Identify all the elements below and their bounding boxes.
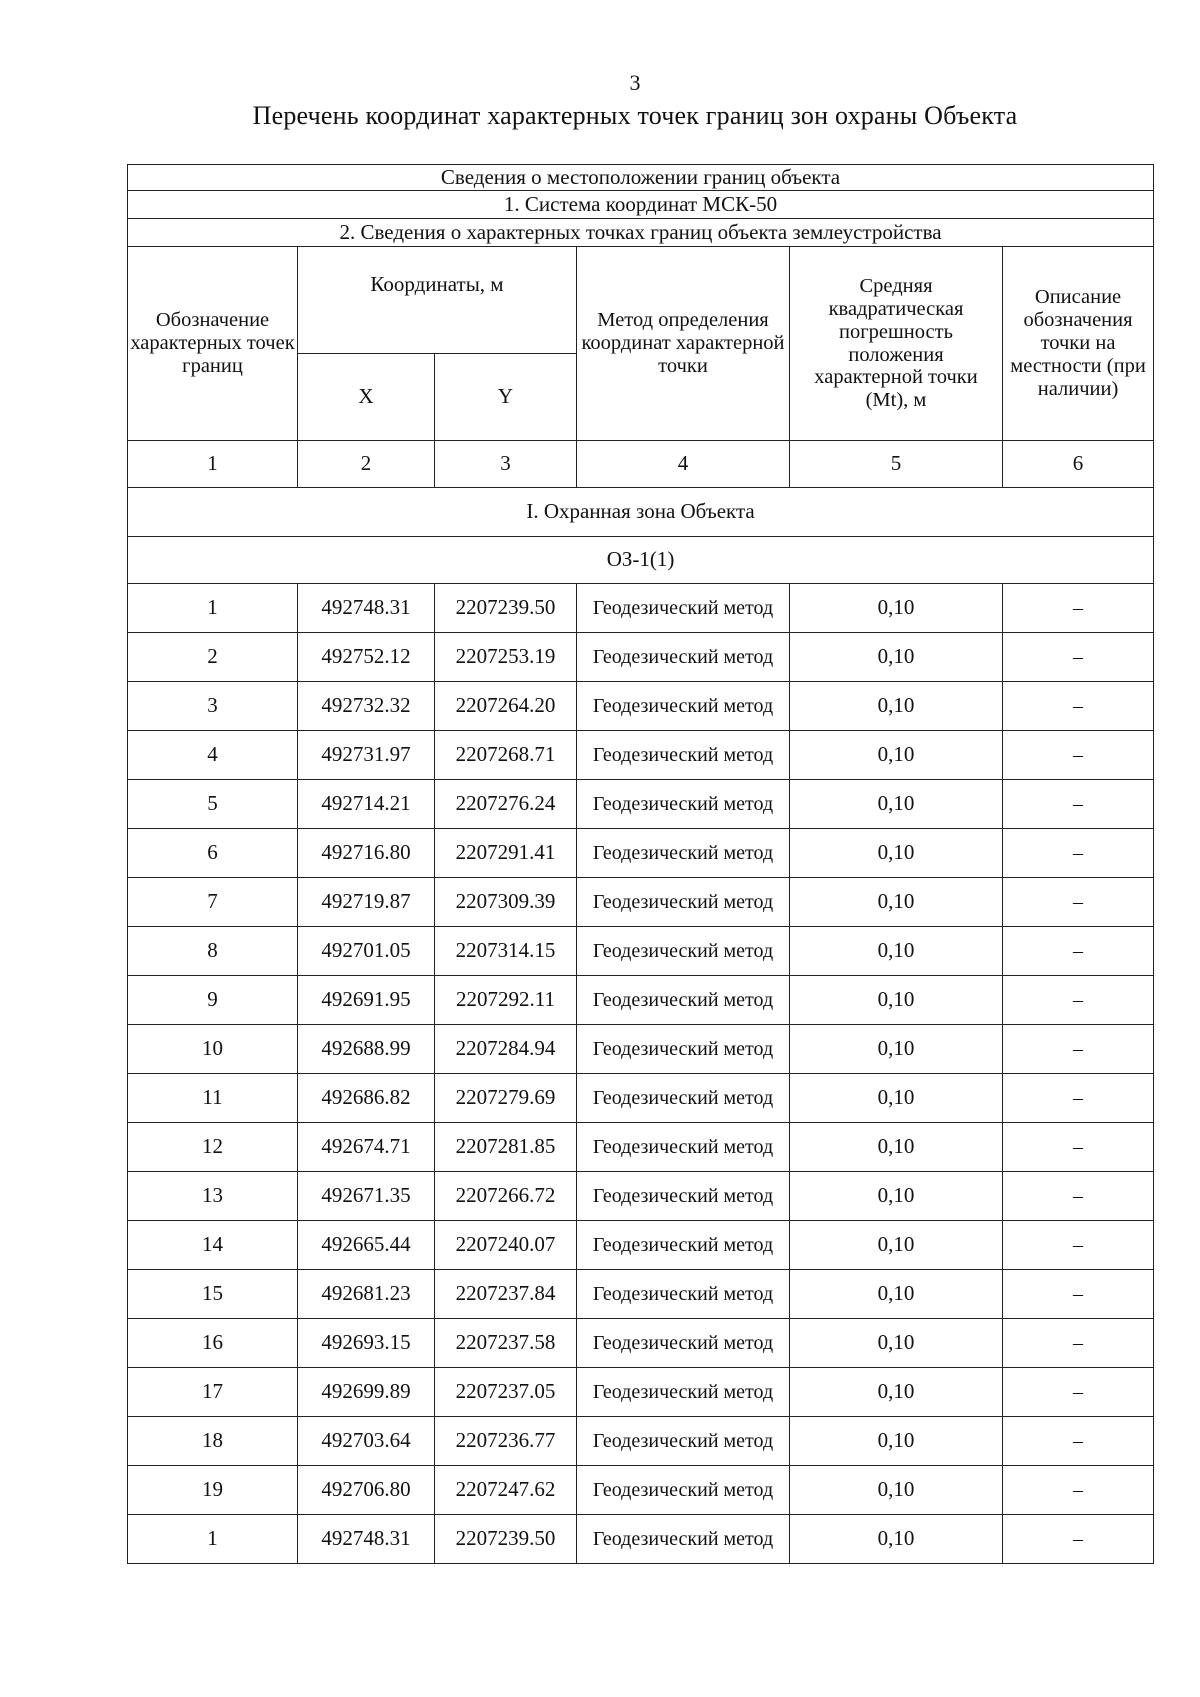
x-coordinate-cell: 492691.95 [298,976,435,1025]
y-coordinate-cell: 2207237.84 [435,1270,577,1319]
x-coordinate-cell: 492732.32 [298,682,435,731]
y-coordinate-cell: 2207279.69 [435,1074,577,1123]
mean-error-cell: 0,10 [790,1319,1003,1368]
description-cell: – [1003,1074,1154,1123]
method-cell: Геодезический метод [577,1025,790,1074]
column-number: 6 [1003,441,1154,488]
y-coordinate-cell: 2207266.72 [435,1172,577,1221]
x-coordinate-cell: 492748.31 [298,1515,435,1564]
x-coordinate-cell: 492748.31 [298,584,435,633]
header-point-designation: Обозначение характерных точек границ [128,247,298,441]
y-coordinate-cell: 2207240.07 [435,1221,577,1270]
description-cell: – [1003,633,1154,682]
description-cell: – [1003,976,1154,1025]
point-cell: 4 [128,731,298,780]
description-cell: – [1003,1466,1154,1515]
point-cell: 2 [128,633,298,682]
description-cell: – [1003,780,1154,829]
table-row [128,731,1154,780]
description-cell: – [1003,731,1154,780]
description-cell: – [1003,829,1154,878]
y-coordinate-cell: 2207314.15 [435,927,577,976]
header-mean-error: Средняя квадратическая погрешность положения характерной точки (Mt), м [790,247,1003,441]
mean-error-cell: 0,10 [790,584,1003,633]
table-row [128,682,1154,731]
table-row [128,1074,1154,1123]
header-x: X [298,354,435,441]
table-band-points-info [128,219,1154,247]
mean-error-cell: 0,10 [790,682,1003,731]
table-row [128,1123,1154,1172]
x-coordinate-cell: 492686.82 [298,1074,435,1123]
header-row-top [128,247,1154,354]
point-cell: 6 [128,829,298,878]
column-number: 3 [435,441,577,488]
point-cell: 3 [128,682,298,731]
description-cell: – [1003,1025,1154,1074]
mean-error-cell: 0,10 [790,1515,1003,1564]
column-number: 1 [128,441,298,488]
mean-error-cell: 0,10 [790,1466,1003,1515]
coordinates-table [127,164,1154,1564]
table-row [128,1172,1154,1221]
y-coordinate-cell: 2207291.41 [435,829,577,878]
description-cell: – [1003,1172,1154,1221]
point-cell: 1 [128,1515,298,1564]
y-coordinate-cell: 2207309.39 [435,878,577,927]
method-cell: Геодезический метод [577,1319,790,1368]
method-cell: Геодезический метод [577,1172,790,1221]
point-cell: 17 [128,1368,298,1417]
method-cell: Геодезический метод [577,1466,790,1515]
header-description: Описание обозначения точки на местности (при наличии) [1003,247,1154,441]
method-cell: Геодезический метод [577,927,790,976]
y-coordinate-cell: 2207276.24 [435,780,577,829]
method-cell: Геодезический метод [577,1270,790,1319]
table-row [128,1417,1154,1466]
method-cell: Геодезический метод [577,682,790,731]
x-coordinate-cell: 492731.97 [298,731,435,780]
method-cell: Геодезический метод [577,633,790,682]
mean-error-cell: 0,10 [790,1270,1003,1319]
page-number: 3 [629,70,641,95]
header-y: Y [435,354,577,441]
mean-error-cell: 0,10 [790,731,1003,780]
x-coordinate-cell: 492671.35 [298,1172,435,1221]
table-row [128,976,1154,1025]
method-cell: Геодезический метод [577,780,790,829]
method-cell: Геодезический метод [577,1368,790,1417]
description-cell: – [1003,1417,1154,1466]
column-number: 5 [790,441,1003,488]
method-cell: Геодезический метод [577,829,790,878]
table-row [128,1368,1154,1417]
mean-error-cell: 0,10 [790,927,1003,976]
method-cell: Геодезический метод [577,584,790,633]
table-row [128,1025,1154,1074]
point-cell: 12 [128,1123,298,1172]
band-points-info-text: 2. Сведения о характерных точках границ объекта землеустройства [128,219,1154,247]
subzone-title-row [128,537,1154,584]
header-method: Метод определения координат характерной точки [577,247,790,441]
table-row [128,633,1154,682]
mean-error-cell: 0,10 [790,633,1003,682]
point-cell: 19 [128,1466,298,1515]
y-coordinate-cell: 2207247.62 [435,1466,577,1515]
point-cell: 15 [128,1270,298,1319]
y-coordinate-cell: 2207239.50 [435,584,577,633]
mean-error-cell: 0,10 [790,1368,1003,1417]
method-cell: Геодезический метод [577,1074,790,1123]
point-cell: 13 [128,1172,298,1221]
table-row [128,1515,1154,1564]
y-coordinate-cell: 2207281.85 [435,1123,577,1172]
description-cell: – [1003,1270,1154,1319]
description-cell: – [1003,682,1154,731]
y-coordinate-cell: 2207264.20 [435,682,577,731]
method-cell: Геодезический метод [577,1515,790,1564]
table-row [128,878,1154,927]
y-coordinate-cell: 2207292.11 [435,976,577,1025]
x-coordinate-cell: 492719.87 [298,878,435,927]
method-cell: Геодезический метод [577,1417,790,1466]
description-cell: – [1003,878,1154,927]
table-row [128,927,1154,976]
point-cell: 7 [128,878,298,927]
document-title: Перечень координат характерных точек границ зон охраны Объекта [252,101,1018,130]
mean-error-cell: 0,10 [790,829,1003,878]
table-row [128,1221,1154,1270]
point-cell: 11 [128,1074,298,1123]
table-row [128,584,1154,633]
method-cell: Геодезический метод [577,878,790,927]
band-location-text: Сведения о местоположении границ объекта [128,165,1154,191]
mean-error-cell: 0,10 [790,1123,1003,1172]
method-cell: Геодезический метод [577,731,790,780]
column-number: 4 [577,441,790,488]
y-coordinate-cell: 2207253.19 [435,633,577,682]
subzone-title: ОЗ-1(1) [128,537,1154,584]
point-cell: 14 [128,1221,298,1270]
description-cell: – [1003,1515,1154,1564]
y-coordinate-cell: 2207284.94 [435,1025,577,1074]
band-coordinate-system-text: 1. Система координат МСК-50 [128,191,1154,219]
x-coordinate-cell: 492699.89 [298,1368,435,1417]
description-cell: – [1003,1123,1154,1172]
description-cell: – [1003,927,1154,976]
y-coordinate-cell: 2207237.58 [435,1319,577,1368]
point-cell: 10 [128,1025,298,1074]
x-coordinate-cell: 492665.44 [298,1221,435,1270]
mean-error-cell: 0,10 [790,1025,1003,1074]
table-band-coordinate-system [128,191,1154,219]
x-coordinate-cell: 492674.71 [298,1123,435,1172]
description-cell: – [1003,1221,1154,1270]
zone-title-row [128,488,1154,537]
zone-title: I. Охранная зона Объекта [128,488,1154,537]
x-coordinate-cell: 492703.64 [298,1417,435,1466]
header-coordinates: Координаты, м [298,247,577,354]
description-cell: – [1003,584,1154,633]
x-coordinate-cell: 492706.80 [298,1466,435,1515]
table-row [128,780,1154,829]
method-cell: Геодезический метод [577,1123,790,1172]
mean-error-cell: 0,10 [790,1417,1003,1466]
table-band-location [128,165,1154,191]
x-coordinate-cell: 492681.23 [298,1270,435,1319]
method-cell: Геодезический метод [577,976,790,1025]
y-coordinate-cell: 2207237.05 [435,1368,577,1417]
column-numbers-row [128,441,1154,488]
table-row [128,1270,1154,1319]
x-coordinate-cell: 492714.21 [298,780,435,829]
x-coordinate-cell: 492716.80 [298,829,435,878]
point-cell: 9 [128,976,298,1025]
y-coordinate-cell: 2207239.50 [435,1515,577,1564]
point-cell: 18 [128,1417,298,1466]
mean-error-cell: 0,10 [790,878,1003,927]
column-number: 2 [298,441,435,488]
mean-error-cell: 0,10 [790,1172,1003,1221]
mean-error-cell: 0,10 [790,780,1003,829]
description-cell: – [1003,1319,1154,1368]
point-cell: 5 [128,780,298,829]
x-coordinate-cell: 492701.05 [298,927,435,976]
y-coordinate-cell: 2207236.77 [435,1417,577,1466]
description-cell: – [1003,1368,1154,1417]
mean-error-cell: 0,10 [790,1074,1003,1123]
point-cell: 1 [128,584,298,633]
mean-error-cell: 0,10 [790,1221,1003,1270]
y-coordinate-cell: 2207268.71 [435,731,577,780]
point-cell: 16 [128,1319,298,1368]
mean-error-cell: 0,10 [790,976,1003,1025]
method-cell: Геодезический метод [577,1221,790,1270]
table-row [128,829,1154,878]
table-row [128,1319,1154,1368]
x-coordinate-cell: 492693.15 [298,1319,435,1368]
table-row [128,1466,1154,1515]
x-coordinate-cell: 492688.99 [298,1025,435,1074]
point-cell: 8 [128,927,298,976]
x-coordinate-cell: 492752.12 [298,633,435,682]
